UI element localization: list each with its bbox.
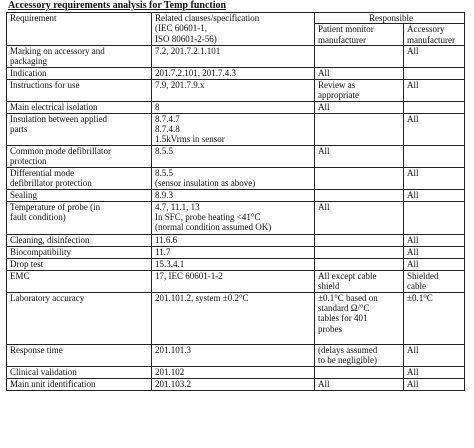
accessory-cell (404, 292, 465, 344)
cell-text: 201.101.3 (155, 344, 191, 355)
requirement-cell (7, 292, 152, 344)
cell-text: to be negligible) (318, 355, 377, 366)
table-row (7, 292, 465, 344)
cell-text: EMC (10, 270, 30, 281)
cell-text: All except cable (318, 270, 377, 281)
requirement-cell (7, 246, 152, 258)
cell-text: ±0.1°C based on (318, 292, 378, 303)
accessory-cell (404, 378, 465, 390)
cell-text: All (318, 378, 330, 389)
table-row (7, 258, 465, 270)
accessory-cell (404, 258, 465, 270)
accessory-cell (404, 67, 465, 79)
requirement-cell (7, 145, 152, 167)
cell-text: All (407, 167, 419, 178)
cell-text: 4.7, 11.1, 13 (155, 201, 200, 212)
accessory-cell (404, 79, 465, 101)
header-accessory: Accessory manufacturer (404, 24, 465, 46)
cell-text: All (407, 234, 419, 245)
cell-text: 8.7.4.7 (155, 113, 180, 124)
header-row-1 (7, 13, 465, 24)
document-title: Accessory requirements analysis for Temp function (8, 0, 227, 11)
cell-text: All (407, 258, 419, 269)
accessory-cell (404, 270, 465, 292)
cell-text: Clinical validation (10, 366, 77, 377)
cell-text: Laboratory accuracy (10, 292, 85, 303)
cell-text: packaging (10, 56, 47, 67)
accessory-cell (404, 189, 465, 201)
requirement-cell (7, 67, 152, 79)
cell-text: 15.3.4.1 (155, 258, 185, 269)
cell-text: appropriate (318, 90, 359, 101)
cell-text: Drop test (10, 258, 44, 269)
requirement-cell (7, 270, 152, 292)
cell-text: defibrillator protection (10, 178, 92, 189)
cell-text: 1.5kVrms in sensor (155, 134, 225, 145)
cell-text: All (318, 67, 330, 78)
patient-monitor-cell (315, 67, 404, 79)
table-row (7, 344, 465, 366)
patient-monitor-cell (315, 113, 404, 145)
accessory-cell (404, 167, 465, 189)
cell-text: 8.7.4.8 (155, 124, 180, 135)
accessory-cell (404, 113, 465, 145)
patient-monitor-cell (315, 79, 404, 101)
clause-cell (152, 246, 315, 258)
cell-text: Response time (10, 344, 63, 355)
requirement-cell (7, 234, 152, 246)
clause-cell (152, 366, 315, 378)
cell-text: Main electrical isolation (10, 101, 98, 112)
patient-monitor-cell (315, 292, 404, 344)
cell-text: 201.101.2, system ±0.2°C (155, 292, 249, 303)
patient-monitor-cell (315, 378, 404, 390)
cell-text: (sensor insulation as above) (155, 178, 256, 189)
requirement-cell (7, 344, 152, 366)
cell-text: 201.7.2.101, 201.7.4.3 (155, 67, 236, 78)
table-row (7, 201, 465, 234)
cell-text: 201.103.2 (155, 378, 191, 389)
header-clauses: Related clauses/specification (IEC 60601-1, ISO 80601-2-56) (152, 13, 315, 46)
cell-text: Main unit identification (10, 378, 96, 389)
requirements-table (6, 12, 465, 391)
cell-text: (delays assumed (318, 344, 378, 355)
cell-text: 11.7 (155, 246, 171, 257)
patient-monitor-cell (315, 234, 404, 246)
requirement-cell (7, 101, 152, 113)
cell-text: All (407, 246, 419, 257)
table-row (7, 366, 465, 378)
cell-text: tables for 401 (318, 313, 368, 324)
requirement-cell (7, 113, 152, 145)
accessory-cell (404, 101, 465, 113)
cell-text: All (407, 79, 419, 90)
table-row (7, 270, 465, 292)
cell-text: Cleaning, disinfection (10, 234, 90, 245)
table-row (7, 145, 465, 167)
cell-text: All (407, 366, 419, 377)
patient-monitor-cell (315, 145, 404, 167)
accessory-cell (404, 145, 465, 167)
cell-text: All (407, 344, 419, 355)
clause-cell (152, 45, 315, 67)
clause-cell (152, 67, 315, 79)
requirement-cell (7, 189, 152, 201)
cell-text: 11.6.6 (155, 234, 178, 245)
patient-monitor-cell (315, 189, 404, 201)
cell-text: Common mode defibrillator (10, 145, 111, 156)
clause-cell (152, 189, 315, 201)
cell-text: protection (10, 156, 47, 167)
cell-text: Insulation between applied (10, 113, 107, 124)
patient-monitor-cell (315, 344, 404, 366)
clause-cell (152, 234, 315, 246)
cell-text: standard Ω/°C (318, 303, 370, 314)
cell-text: Temperature of probe (in (10, 201, 101, 212)
header-requirement: Requirement (7, 13, 152, 46)
patient-monitor-cell (315, 270, 404, 292)
cell-text: 8 (155, 101, 160, 112)
table-row (7, 167, 465, 189)
clause-cell (152, 270, 315, 292)
cell-text: Sealing (10, 189, 37, 200)
cell-text: 8.5.5 (155, 167, 173, 178)
cell-text: 7.2, 201.7.2.1.101 (155, 45, 221, 56)
requirement-cell (7, 45, 152, 67)
table-row (7, 246, 465, 258)
clause-cell (152, 344, 315, 366)
clause-cell (152, 378, 315, 390)
cell-text: Review as (318, 79, 356, 90)
table-body (7, 45, 465, 390)
patient-monitor-cell (315, 258, 404, 270)
clause-cell (152, 79, 315, 101)
accessory-cell (404, 366, 465, 378)
cell-text: 8.9.3 (155, 189, 173, 200)
cell-text: 17, IEC 60601-1-2 (155, 270, 223, 281)
requirement-cell (7, 258, 152, 270)
accessory-cell (404, 234, 465, 246)
cell-text: 7.9, 201.7.9.x (155, 79, 205, 90)
table-row (7, 67, 465, 79)
cell-text: All (407, 45, 419, 56)
cell-text: All (318, 201, 330, 212)
cell-text: fault condition) (10, 212, 66, 223)
cell-text: Indication (10, 67, 47, 78)
clause-cell (152, 258, 315, 270)
table-row (7, 101, 465, 113)
clause-cell (152, 101, 315, 113)
cell-text: Shielded (407, 270, 439, 281)
patient-monitor-cell (315, 45, 404, 67)
cell-text: 201.102 (155, 366, 185, 377)
patient-monitor-cell (315, 246, 404, 258)
cell-text: cable (407, 281, 426, 292)
clause-cell (152, 201, 315, 234)
header-patient-monitor: Patient monitor manufacturer (315, 24, 404, 46)
requirement-cell (7, 378, 152, 390)
table-row (7, 378, 465, 390)
clause-cell (152, 113, 315, 145)
cell-text: All (318, 145, 330, 156)
patient-monitor-cell (315, 201, 404, 234)
requirement-cell (7, 79, 152, 101)
table-row (7, 113, 465, 145)
header-responsible: Responsible (315, 13, 465, 24)
table-row (7, 234, 465, 246)
patient-monitor-cell (315, 366, 404, 378)
cell-text: Biocompatibility (10, 246, 71, 257)
cell-text: (normal condition assumed OK) (155, 222, 272, 233)
cell-text: ±0.1°C (407, 292, 433, 303)
cell-text: probes (318, 323, 342, 334)
patient-monitor-cell (315, 167, 404, 189)
table-row (7, 45, 465, 67)
cell-text: shield (318, 281, 340, 292)
accessory-cell (404, 45, 465, 67)
cell-text: All (407, 378, 419, 389)
table-row (7, 79, 465, 101)
patient-monitor-cell (315, 101, 404, 113)
requirement-cell (7, 366, 152, 378)
cell-text: Differential mode (10, 167, 75, 178)
table-row (7, 189, 465, 201)
cell-text: Marking on accessory and (10, 45, 105, 56)
accessory-cell (404, 344, 465, 366)
cell-text: In SFC, probe heating <41°C (155, 212, 261, 223)
clause-cell (152, 145, 315, 167)
cell-text: All (318, 101, 330, 112)
requirement-cell (7, 167, 152, 189)
accessory-cell (404, 201, 465, 234)
cell-text: 8.5.5 (155, 145, 173, 156)
cell-text: All (407, 189, 419, 200)
cell-text: Instructions for use (10, 79, 80, 90)
requirement-cell (7, 201, 152, 234)
cell-text: All (407, 113, 419, 124)
clause-cell (152, 292, 315, 344)
accessory-cell (404, 246, 465, 258)
cell-text: parts (10, 124, 28, 135)
clause-cell (152, 167, 315, 189)
